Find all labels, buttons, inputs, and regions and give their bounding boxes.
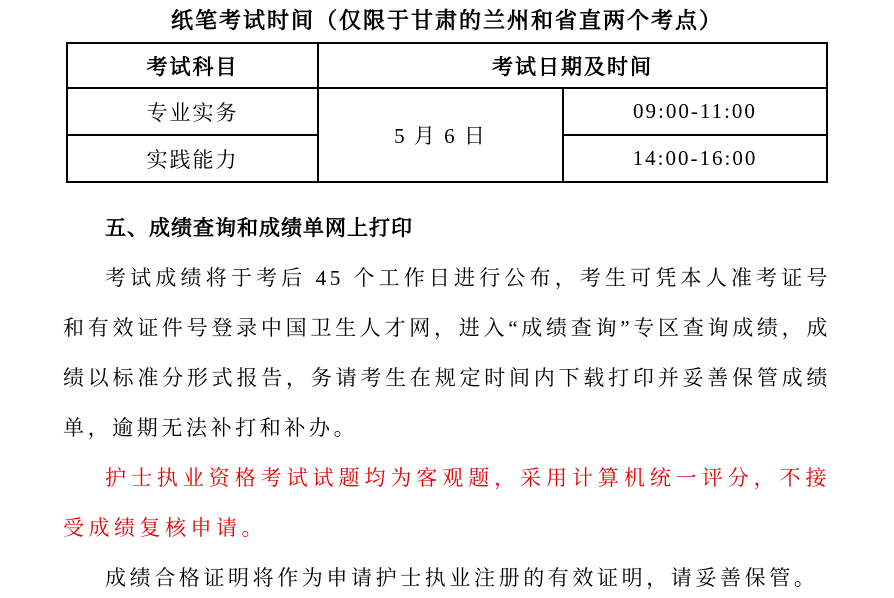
header-cell-subject: 考试科目 <box>67 43 318 88</box>
cell-time-2: 14:00-16:00 <box>563 135 827 182</box>
paragraph-certificate-note: 成绩合格证明将作为申请护士执业注册的有效证明，请妥善保管。 <box>105 566 819 590</box>
paragraph-score-release: 考试成绩将于考后 45 个工作日进行公布，考生可凭本人准考证号和有效证件号登录中国卫生人才网，进入“成绩查询”专区查询成绩，成绩以标准分形式报告，务请考生在规定时间内下载打印并妥善保管成绩单，逾期无法补打和补办。 <box>63 266 831 440</box>
cell-subject-2: 实践能力 <box>67 135 318 182</box>
table-header-row <box>67 43 827 88</box>
exam-schedule-table <box>66 42 828 183</box>
paragraph-no-review-warning: 护士执业资格考试试题均为客观题，采用计算机统一评分，不接受成绩复核申请。 <box>63 466 831 540</box>
cell-exam-date: 5 月 6 日 <box>318 88 563 182</box>
document-title: 纸笔考试时间（仅限于甘肃的兰州和省直两个考点） <box>170 8 723 33</box>
section-heading: 五、成绩查询和成绩单网上打印 <box>105 216 413 240</box>
document-body <box>63 203 831 598</box>
table-row <box>67 88 827 135</box>
header-cell-date-time: 考试日期及时间 <box>318 43 827 88</box>
cell-subject-1: 专业实务 <box>67 88 318 135</box>
cell-time-1: 09:00-11:00 <box>563 88 827 135</box>
